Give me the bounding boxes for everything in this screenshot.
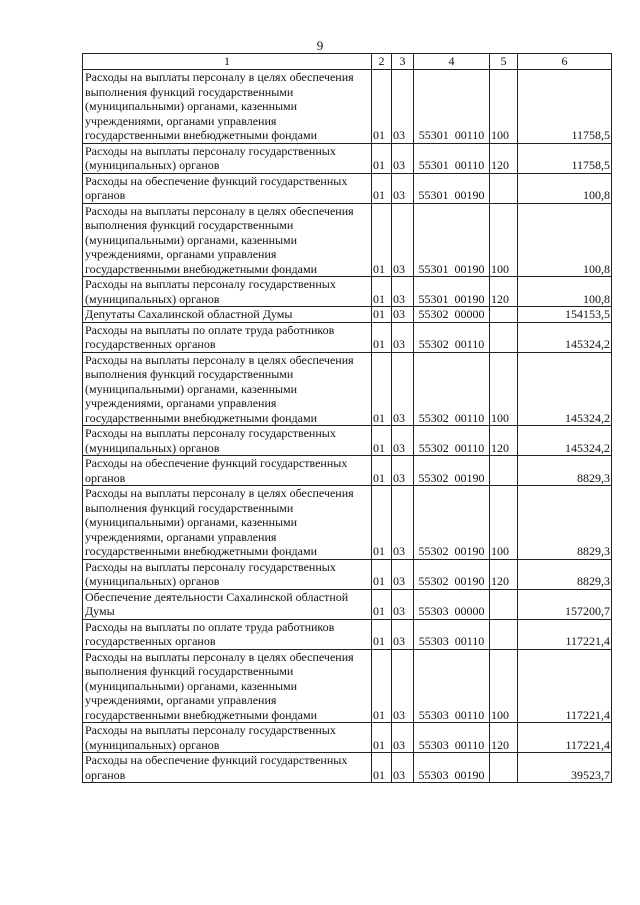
table-row: [83, 649, 612, 723]
subsection-code-cell: 03: [392, 143, 414, 173]
expense-name-cell: Расходы на выплаты персоналу государственных (муниципальных) органов: [83, 143, 372, 173]
expense-type-cell: 100: [490, 203, 518, 277]
amount-cell: 39523,7: [518, 753, 612, 783]
expense-name-cell: Расходы на выплаты персоналу государственных (муниципальных) органов: [83, 723, 372, 753]
amount-cell: 8829,3: [518, 486, 612, 560]
subsection-code-cell: 03: [392, 619, 414, 649]
amount-cell: 8829,3: [518, 559, 612, 589]
section-code-cell: 01: [372, 426, 392, 456]
subsection-code-cell: 03: [392, 322, 414, 352]
subsection-code-cell: 03: [392, 307, 414, 323]
amount-cell: 100,8: [518, 203, 612, 277]
expense-type-cell: [490, 589, 518, 619]
amount-cell: 145324,2: [518, 322, 612, 352]
expense-name-cell: Расходы на обеспечение функций государственных органов: [83, 173, 372, 203]
section-code-cell: 01: [372, 619, 392, 649]
table-row: [83, 426, 612, 456]
section-code-cell: 01: [372, 277, 392, 307]
table-row: [83, 70, 612, 144]
expense-name-cell: Расходы на выплаты персоналу в целях обеспечения выполнения функций государственными (муниципальными) органами, казенными учреждениями, органами управления государственными внебюджетными фондами: [83, 352, 372, 426]
subsection-code-cell: 03: [392, 559, 414, 589]
expense-type-cell: 120: [490, 277, 518, 307]
expense-type-cell: 120: [490, 426, 518, 456]
expense-name-cell: Расходы на выплаты персоналу в целях обеспечения выполнения функций государственными (муниципальными) органами, казенными учреждениями, органами управления государственными внебюджетными фондами: [83, 70, 372, 144]
amount-cell: 11758,5: [518, 143, 612, 173]
target-article-cell: 55301 00190: [414, 173, 490, 203]
column-header: 6: [518, 54, 612, 70]
page-number: 9: [316, 38, 324, 53]
table-row: [83, 753, 612, 783]
subsection-code-cell: 03: [392, 589, 414, 619]
expense-name-cell: Расходы на выплаты по оплате труда работников государственных органов: [83, 619, 372, 649]
amount-cell: 100,8: [518, 277, 612, 307]
amount-cell: 145324,2: [518, 352, 612, 426]
target-article-cell: 55302 00110: [414, 352, 490, 426]
expense-name-cell: Расходы на выплаты персоналу государственных (муниципальных) органов: [83, 277, 372, 307]
expense-name-cell: Расходы на выплаты персоналу государственных (муниципальных) органов: [83, 559, 372, 589]
section-code-cell: 01: [372, 203, 392, 277]
amount-cell: 154153,5: [518, 307, 612, 323]
table-row: [83, 143, 612, 173]
amount-cell: 100,8: [518, 173, 612, 203]
target-article-cell: 55301 00190: [414, 203, 490, 277]
expense-name-cell: Расходы на выплаты персоналу государственных (муниципальных) органов: [83, 426, 372, 456]
subsection-code-cell: 03: [392, 456, 414, 486]
table-row: [83, 619, 612, 649]
column-header: 4: [414, 54, 490, 70]
amount-cell: 8829,3: [518, 456, 612, 486]
expense-type-cell: [490, 322, 518, 352]
amount-cell: 157200,7: [518, 589, 612, 619]
table-header-row: [83, 54, 612, 70]
subsection-code-cell: 03: [392, 70, 414, 144]
section-code-cell: 01: [372, 173, 392, 203]
expense-name-cell: Расходы на обеспечение функций государственных органов: [83, 456, 372, 486]
target-article-cell: 55302 00190: [414, 559, 490, 589]
section-code-cell: 01: [372, 322, 392, 352]
table-body: [83, 70, 612, 783]
subsection-code-cell: 03: [392, 173, 414, 203]
expense-name-cell: Расходы на выплаты персоналу в целях обеспечения выполнения функций государственными (муниципальными) органами, казенными учреждениями, органами управления государственными внебюджетными фондами: [83, 203, 372, 277]
section-code-cell: 01: [372, 589, 392, 619]
table-row: [83, 589, 612, 619]
amount-cell: 117221,4: [518, 723, 612, 753]
target-article-cell: 55303 00110: [414, 649, 490, 723]
table-row: [83, 173, 612, 203]
section-code-cell: 01: [372, 307, 392, 323]
section-code-cell: 01: [372, 753, 392, 783]
section-code-cell: 01: [372, 723, 392, 753]
amount-cell: 145324,2: [518, 426, 612, 456]
target-article-cell: 55302 00110: [414, 426, 490, 456]
section-code-cell: 01: [372, 649, 392, 723]
expense-type-cell: 100: [490, 649, 518, 723]
column-header: 3: [392, 54, 414, 70]
expense-name-cell: Обеспечение деятельности Сахалинской областной Думы: [83, 589, 372, 619]
table-row: [83, 307, 612, 323]
target-article-cell: 55303 00110: [414, 723, 490, 753]
expense-type-cell: 100: [490, 486, 518, 560]
expense-type-cell: 120: [490, 723, 518, 753]
subsection-code-cell: 03: [392, 753, 414, 783]
subsection-code-cell: 03: [392, 277, 414, 307]
section-code-cell: 01: [372, 486, 392, 560]
table-row: [83, 723, 612, 753]
expense-name-cell: Расходы на обеспечение функций государственных органов: [83, 753, 372, 783]
target-article-cell: 55302 00190: [414, 456, 490, 486]
subsection-code-cell: 03: [392, 203, 414, 277]
column-header: 2: [372, 54, 392, 70]
section-code-cell: 01: [372, 70, 392, 144]
target-article-cell: 55301 00110: [414, 70, 490, 144]
section-code-cell: 01: [372, 456, 392, 486]
amount-cell: 117221,4: [518, 619, 612, 649]
target-article-cell: 55301 00190: [414, 277, 490, 307]
expense-type-cell: 100: [490, 70, 518, 144]
table-row: [83, 559, 612, 589]
subsection-code-cell: 03: [392, 649, 414, 723]
expense-type-cell: [490, 619, 518, 649]
subsection-code-cell: 03: [392, 723, 414, 753]
expense-type-cell: [490, 173, 518, 203]
table-row: [83, 277, 612, 307]
section-code-cell: 01: [372, 143, 392, 173]
expense-name-cell: Расходы на выплаты по оплате труда работников государственных органов: [83, 322, 372, 352]
column-header: 1: [83, 54, 372, 70]
target-article-cell: 55302 00000: [414, 307, 490, 323]
expense-type-cell: [490, 753, 518, 783]
table-row: [83, 352, 612, 426]
table-row: [83, 203, 612, 277]
expense-type-cell: 120: [490, 143, 518, 173]
amount-cell: 117221,4: [518, 649, 612, 723]
table-row: [83, 322, 612, 352]
expense-name-cell: Расходы на выплаты персоналу в целях обеспечения выполнения функций государственными (муниципальными) органами, казенными учреждениями, органами управления государственными внебюджетными фондами: [83, 649, 372, 723]
target-article-cell: 55303 00000: [414, 589, 490, 619]
expense-name-cell: Расходы на выплаты персоналу в целях обеспечения выполнения функций государственными (муниципальными) органами, казенными учреждениями, органами управления государственными внебюджетными фондами: [83, 486, 372, 560]
section-code-cell: 01: [372, 559, 392, 589]
target-article-cell: 55303 00110: [414, 619, 490, 649]
subsection-code-cell: 03: [392, 426, 414, 456]
subsection-code-cell: 03: [392, 486, 414, 560]
column-header: 5: [490, 54, 518, 70]
expense-type-cell: 100: [490, 352, 518, 426]
subsection-code-cell: 03: [392, 352, 414, 426]
expense-name-cell: Депутаты Сахалинской областной Думы: [83, 307, 372, 323]
expense-type-cell: [490, 307, 518, 323]
budget-table: [82, 53, 612, 783]
target-article-cell: 55302 00190: [414, 486, 490, 560]
expense-type-cell: 120: [490, 559, 518, 589]
target-article-cell: 55302 00110: [414, 322, 490, 352]
section-code-cell: 01: [372, 352, 392, 426]
expense-type-cell: [490, 456, 518, 486]
target-article-cell: 55301 00110: [414, 143, 490, 173]
table-row: [83, 456, 612, 486]
target-article-cell: 55303 00190: [414, 753, 490, 783]
amount-cell: 11758,5: [518, 70, 612, 144]
table-row: [83, 486, 612, 560]
